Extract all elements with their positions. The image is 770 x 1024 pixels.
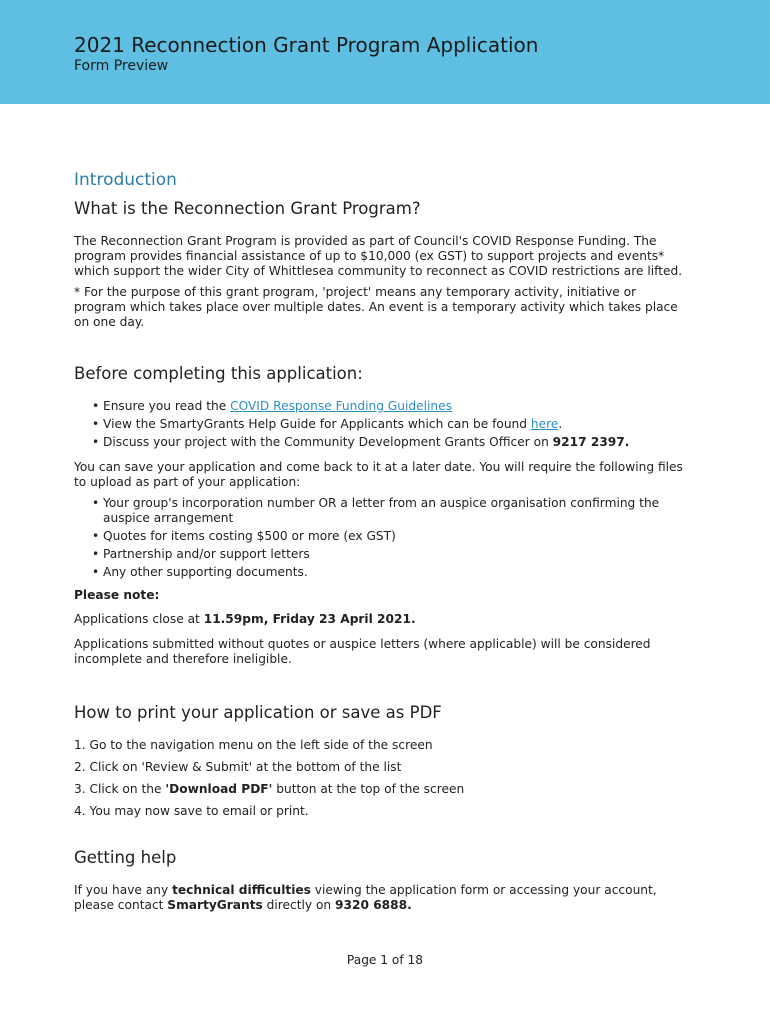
before-heading: Before completing this application:	[74, 364, 363, 383]
note-label-text: Please note:	[74, 588, 160, 602]
print-step	[74, 782, 684, 797]
help-guide-link[interactable]: here	[530, 417, 559, 431]
please-note-label	[74, 588, 684, 603]
file-item: • Any other supporting documents.	[103, 565, 684, 580]
checklist-text: View the SmartyGrants Help Guide for Applicants which can be found	[103, 417, 531, 431]
step-text: 3. Click on the	[74, 782, 166, 796]
help-heading: Getting help	[74, 848, 177, 867]
form-title: 2021 Reconnection Grant Program Application	[74, 33, 539, 57]
closing-text: Applications close at	[74, 612, 204, 626]
step-text: button at the top of the screen	[272, 782, 465, 796]
main-content	[74, 170, 684, 919]
help-text: viewing the application form or accessing your account, please contact	[74, 883, 657, 912]
guidelines-link[interactable]: COVID Response Funding Guidelines	[230, 399, 452, 413]
intro-heading: What is the Reconnection Grant Program?	[74, 199, 421, 218]
checklist-item-guidelines	[103, 399, 684, 414]
required-files-list	[74, 496, 684, 580]
print-step: 4. You may now save to email or print.	[74, 804, 309, 818]
help-bold-smartygrants: SmartyGrants	[167, 898, 263, 912]
print-step: 1. Go to the navigation menu on the left side of the screen	[74, 738, 433, 752]
print-step: 2. Click on 'Review & Submit' at the bottom of the list	[74, 760, 402, 774]
page-number: Page 1 of 18	[346, 953, 424, 967]
file-item: • Partnership and/or support letters	[103, 547, 684, 562]
page-header	[0, 0, 770, 104]
before-checklist	[74, 399, 684, 450]
closing-date-paragraph	[74, 612, 684, 627]
help-text: If you have any	[74, 883, 173, 897]
checklist-text: Discuss your project with the Community Development Grants Officer on	[103, 435, 553, 449]
file-item: • Quotes for items costing $500 or more (ex GST)	[103, 529, 684, 544]
help-paragraph	[74, 883, 684, 913]
help-phone: 9320 6888.	[335, 898, 412, 912]
incomplete-warning: Applications submitted without quotes or auspice letters (where applicable) will be considered incomplete and therefore ineligible.	[74, 637, 651, 666]
closing-date: 11.59pm, Friday 23 April 2021.	[203, 612, 416, 626]
form-subtitle: Form Preview	[74, 58, 169, 74]
checklist-item-contact-officer	[103, 435, 684, 450]
section-label-introduction: Introduction	[74, 170, 177, 190]
checklist-text: Ensure you read the	[103, 399, 231, 413]
checklist-item-help-guide	[103, 417, 684, 432]
download-pdf-label: 'Download PDF'	[165, 782, 273, 796]
print-steps	[74, 738, 684, 819]
help-bold-technical: technical difficulties	[172, 883, 311, 897]
save-info-paragraph: You can save your application and come back to it at a later date. You will require the following files to upload as part of your application:	[74, 460, 683, 489]
intro-paragraph-2: * For the purpose of this grant program, 'project' means any temporary activity, initiative or program which takes place over multiple dates. An event is a temporary activity which takes place on one day.	[74, 285, 678, 329]
officer-phone: 9217 2397.	[552, 435, 630, 449]
file-item: • Your group's incorporation number OR a letter from an auspice organisation confirming the auspice arrangement	[103, 496, 684, 526]
checklist-text: .	[558, 417, 563, 431]
help-text: directly on	[262, 898, 336, 912]
intro-paragraph-1: The Reconnection Grant Program is provided as part of Council's COVID Response Funding. The program provides financial assistance of up to $10,000 (ex GST) to support projects and events* which support the wider City of Whittlesea community to reconnect as COVID restrictions are lifted.	[74, 234, 683, 278]
print-heading: How to print your application or save as PDF	[74, 703, 442, 722]
